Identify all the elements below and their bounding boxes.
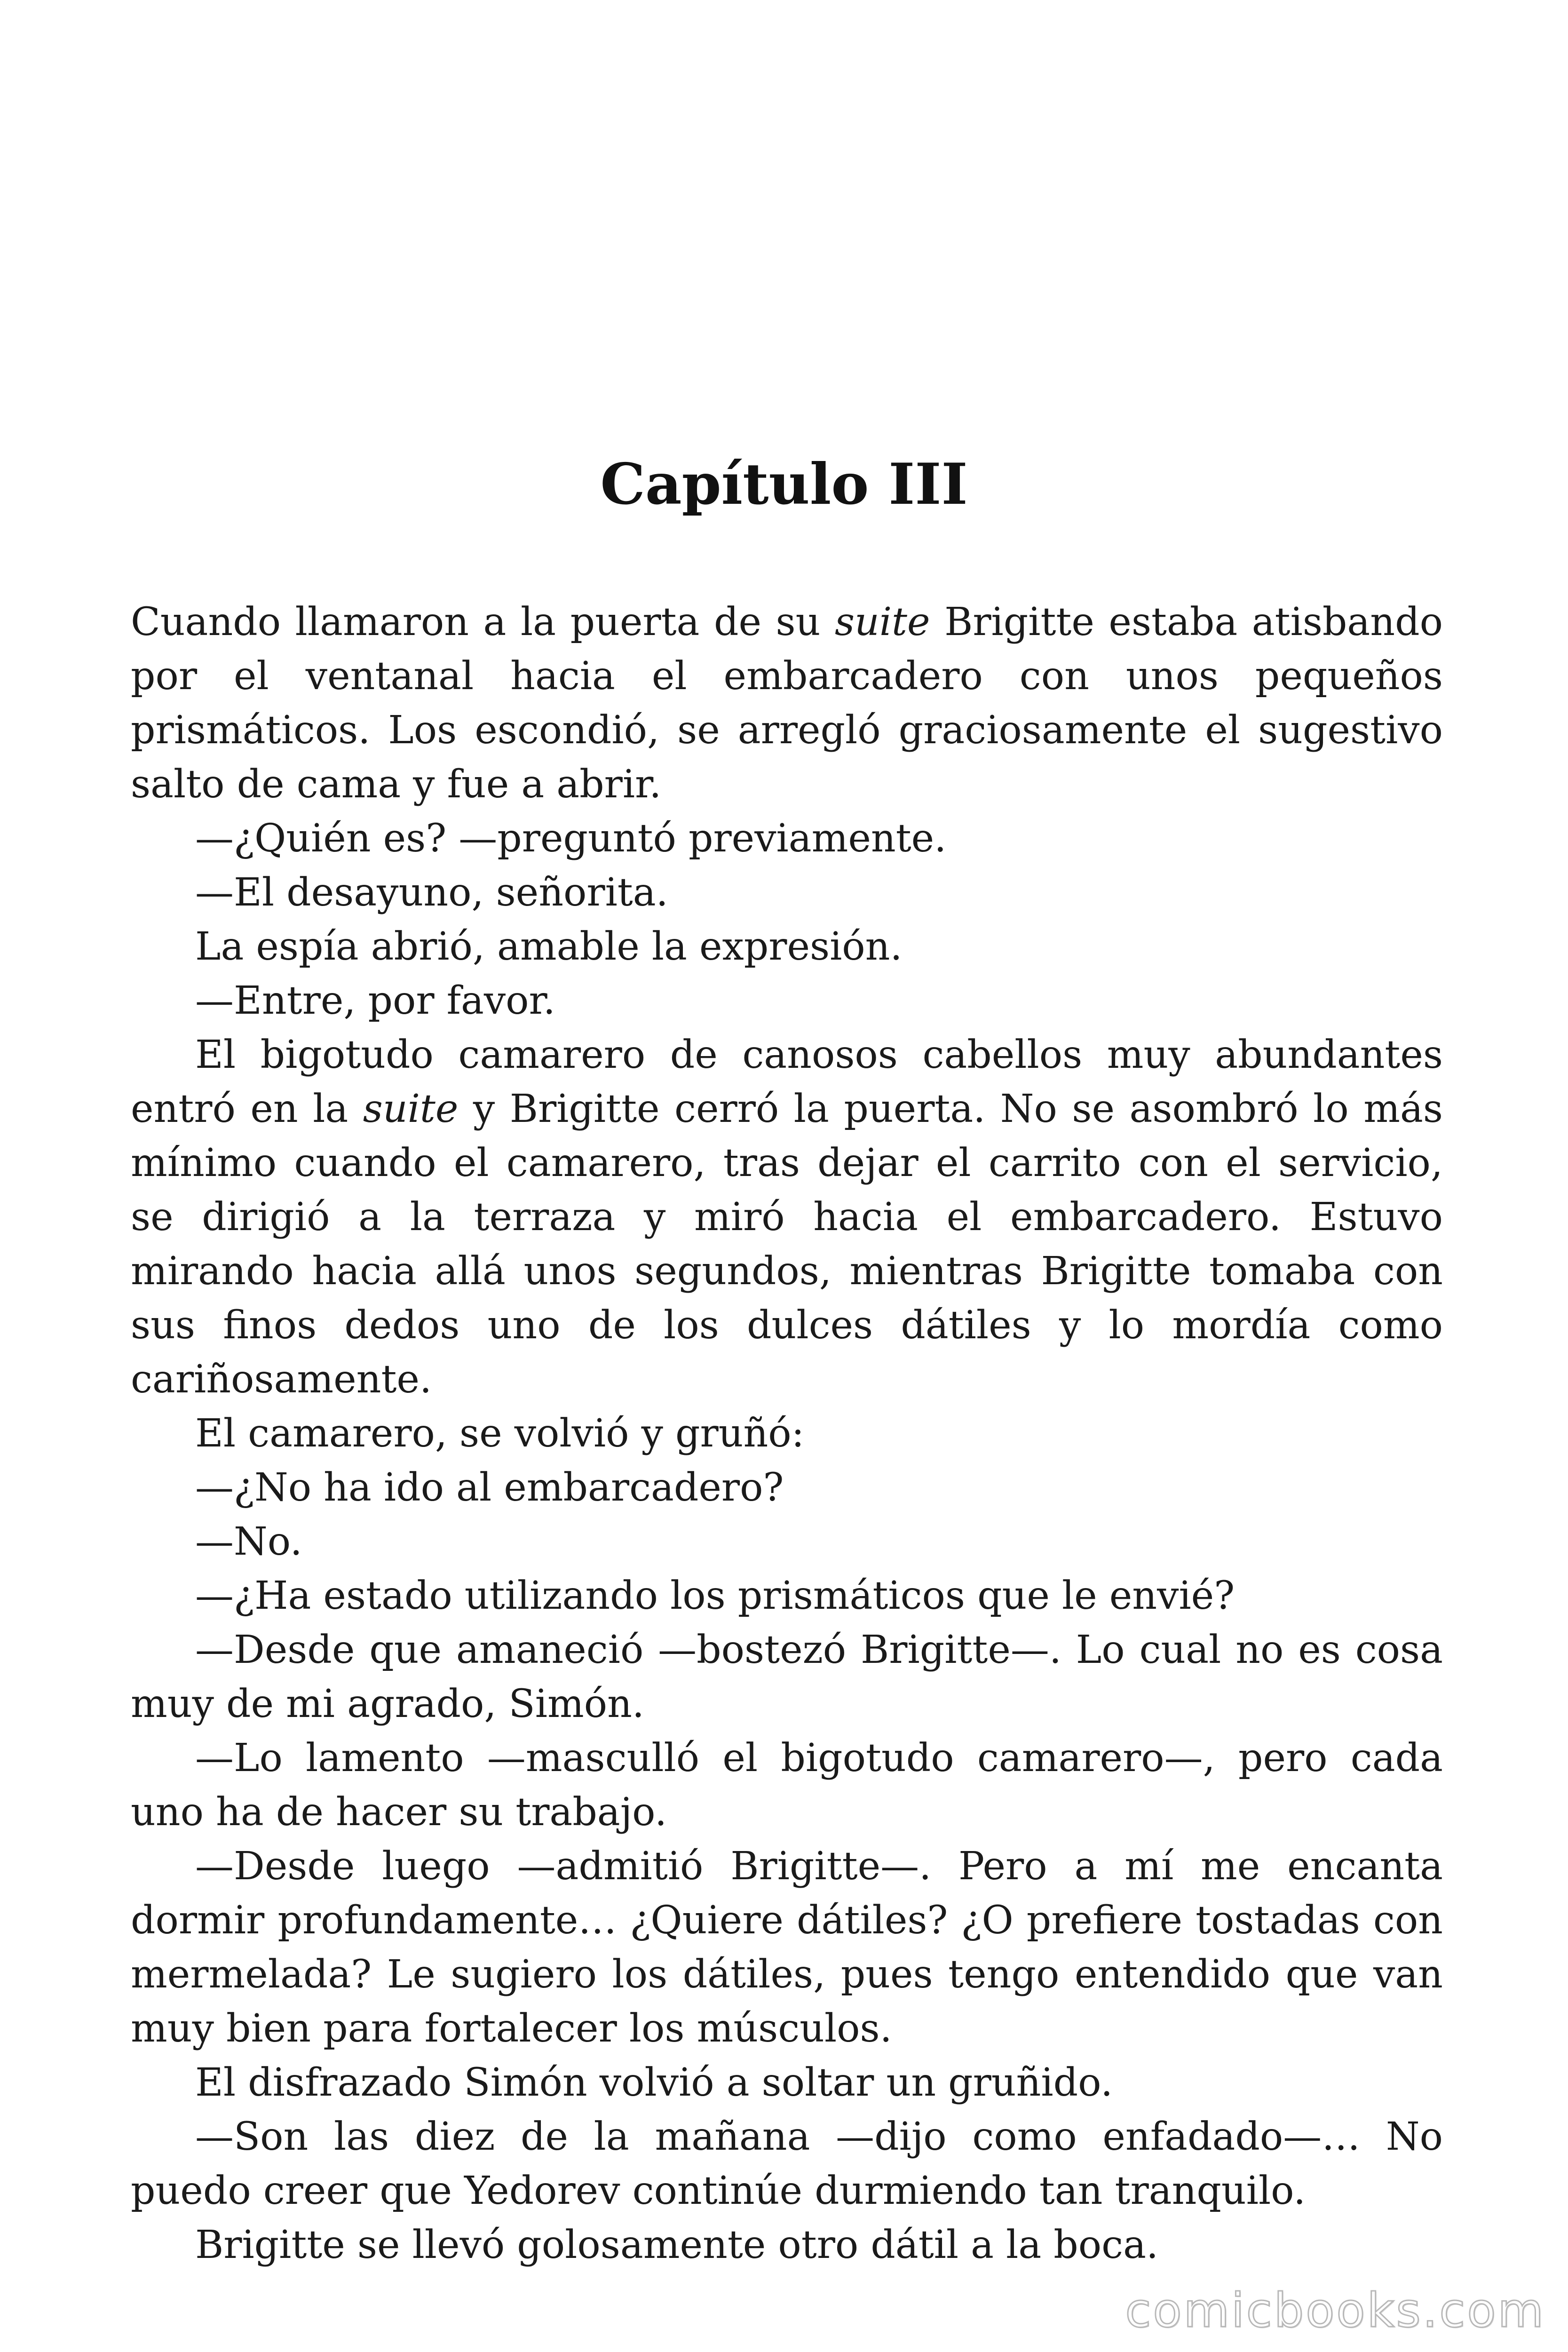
paragraph-text: —Desde luego —admitió Brigitte—. Pero a mí me encanta dormir profundamente… ¿Quiere dátiles? ¿O prefiere tostadas con mermelada? Le sugiero los dátiles, pues tengo entendido que van muy bien para fortalecer los músculos. (131, 1844, 1443, 2051)
paragraph-text: El disfrazado Simón volvió a soltar un gruñido. (195, 2060, 1113, 2105)
paragraph-text: —Desde que amaneció —bostezó Brigitte—. Lo cual no es cosa muy de mi agrado, Simón. (131, 1628, 1443, 1726)
chapter-title: Capítulo III (600, 451, 968, 517)
paragraph-text: Cuando llamaron a la puerta de su (131, 600, 835, 644)
paragraph (131, 595, 1443, 811)
watermark: comicbooks.com (1125, 2283, 1545, 2338)
paragraph-text: —Lo lamento —masculló el bigotudo camarero—, pero cada uno ha de hacer su trabajo. (131, 1736, 1443, 1835)
paragraph-text: La espía abrió, amable la expresión. (195, 924, 903, 969)
paragraph (131, 974, 1443, 1028)
italic-text: suite (363, 1087, 459, 1131)
paragraph-text: —El desayuno, señorita. (195, 870, 668, 915)
paragraph-text: Brigitte estaba atisbando por el ventanal hacia el embarcadero con unos pequeños prismáticos. Los escondió, se arregló graciosamente el sugestivo salto de cama y fue a abrir. (131, 600, 1443, 807)
paragraph (131, 1731, 1443, 1839)
paragraph-text: Brigitte se llevó golosamente otro dátil a la boca. (195, 2223, 1159, 2267)
paragraph (131, 1623, 1443, 1731)
italic-text: suite (834, 600, 930, 644)
chapter-body (131, 595, 1443, 2272)
paragraph (131, 1028, 1443, 1406)
paragraph-text: —¿No ha ido al embarcadero? (195, 1465, 784, 1510)
paragraph (131, 1515, 1443, 1569)
paragraph (131, 2218, 1443, 2272)
paragraph-text: —Entre, por favor. (195, 978, 555, 1023)
paragraph (131, 1569, 1443, 1623)
paragraph-text: El bigotudo camarero de canosos cabellos muy abundantes entró en la (131, 1033, 1443, 1131)
paragraph-text: —¿Quién es? —preguntó previamente. (195, 816, 947, 861)
paragraph (131, 1406, 1443, 1461)
paragraph-text: El camarero, se volvió y gruñó: (195, 1411, 805, 1456)
paragraph (131, 1461, 1443, 1515)
paragraph-text: —¿Ha estado utilizando los prismáticos que le envié? (195, 1573, 1235, 1618)
paragraph-text: —Son las diez de la mañana —dijo como enfadado—… No puedo creer que Yedorev continúe durmiendo tan tranquilo. (131, 2114, 1443, 2213)
paragraph (131, 811, 1443, 866)
paragraph (131, 866, 1443, 920)
paragraph (131, 1839, 1443, 2056)
paragraph (131, 2056, 1443, 2110)
paragraph (131, 920, 1443, 974)
paragraph (131, 2110, 1443, 2218)
paragraph-text: —No. (195, 1519, 302, 1564)
paragraph-text: y Brigitte cerró la puerta. No se asombró lo más mínimo cuando el camarero, tras dejar el carrito con el servicio, se dirigió a la terraza y miró hacia el embarcadero. Estuvo mirando hacia allá unos segundos, mientras Brigitte tomaba con sus finos dedos uno de los dulces dátiles y lo mordía como cariñosamente. (131, 1087, 1443, 1402)
